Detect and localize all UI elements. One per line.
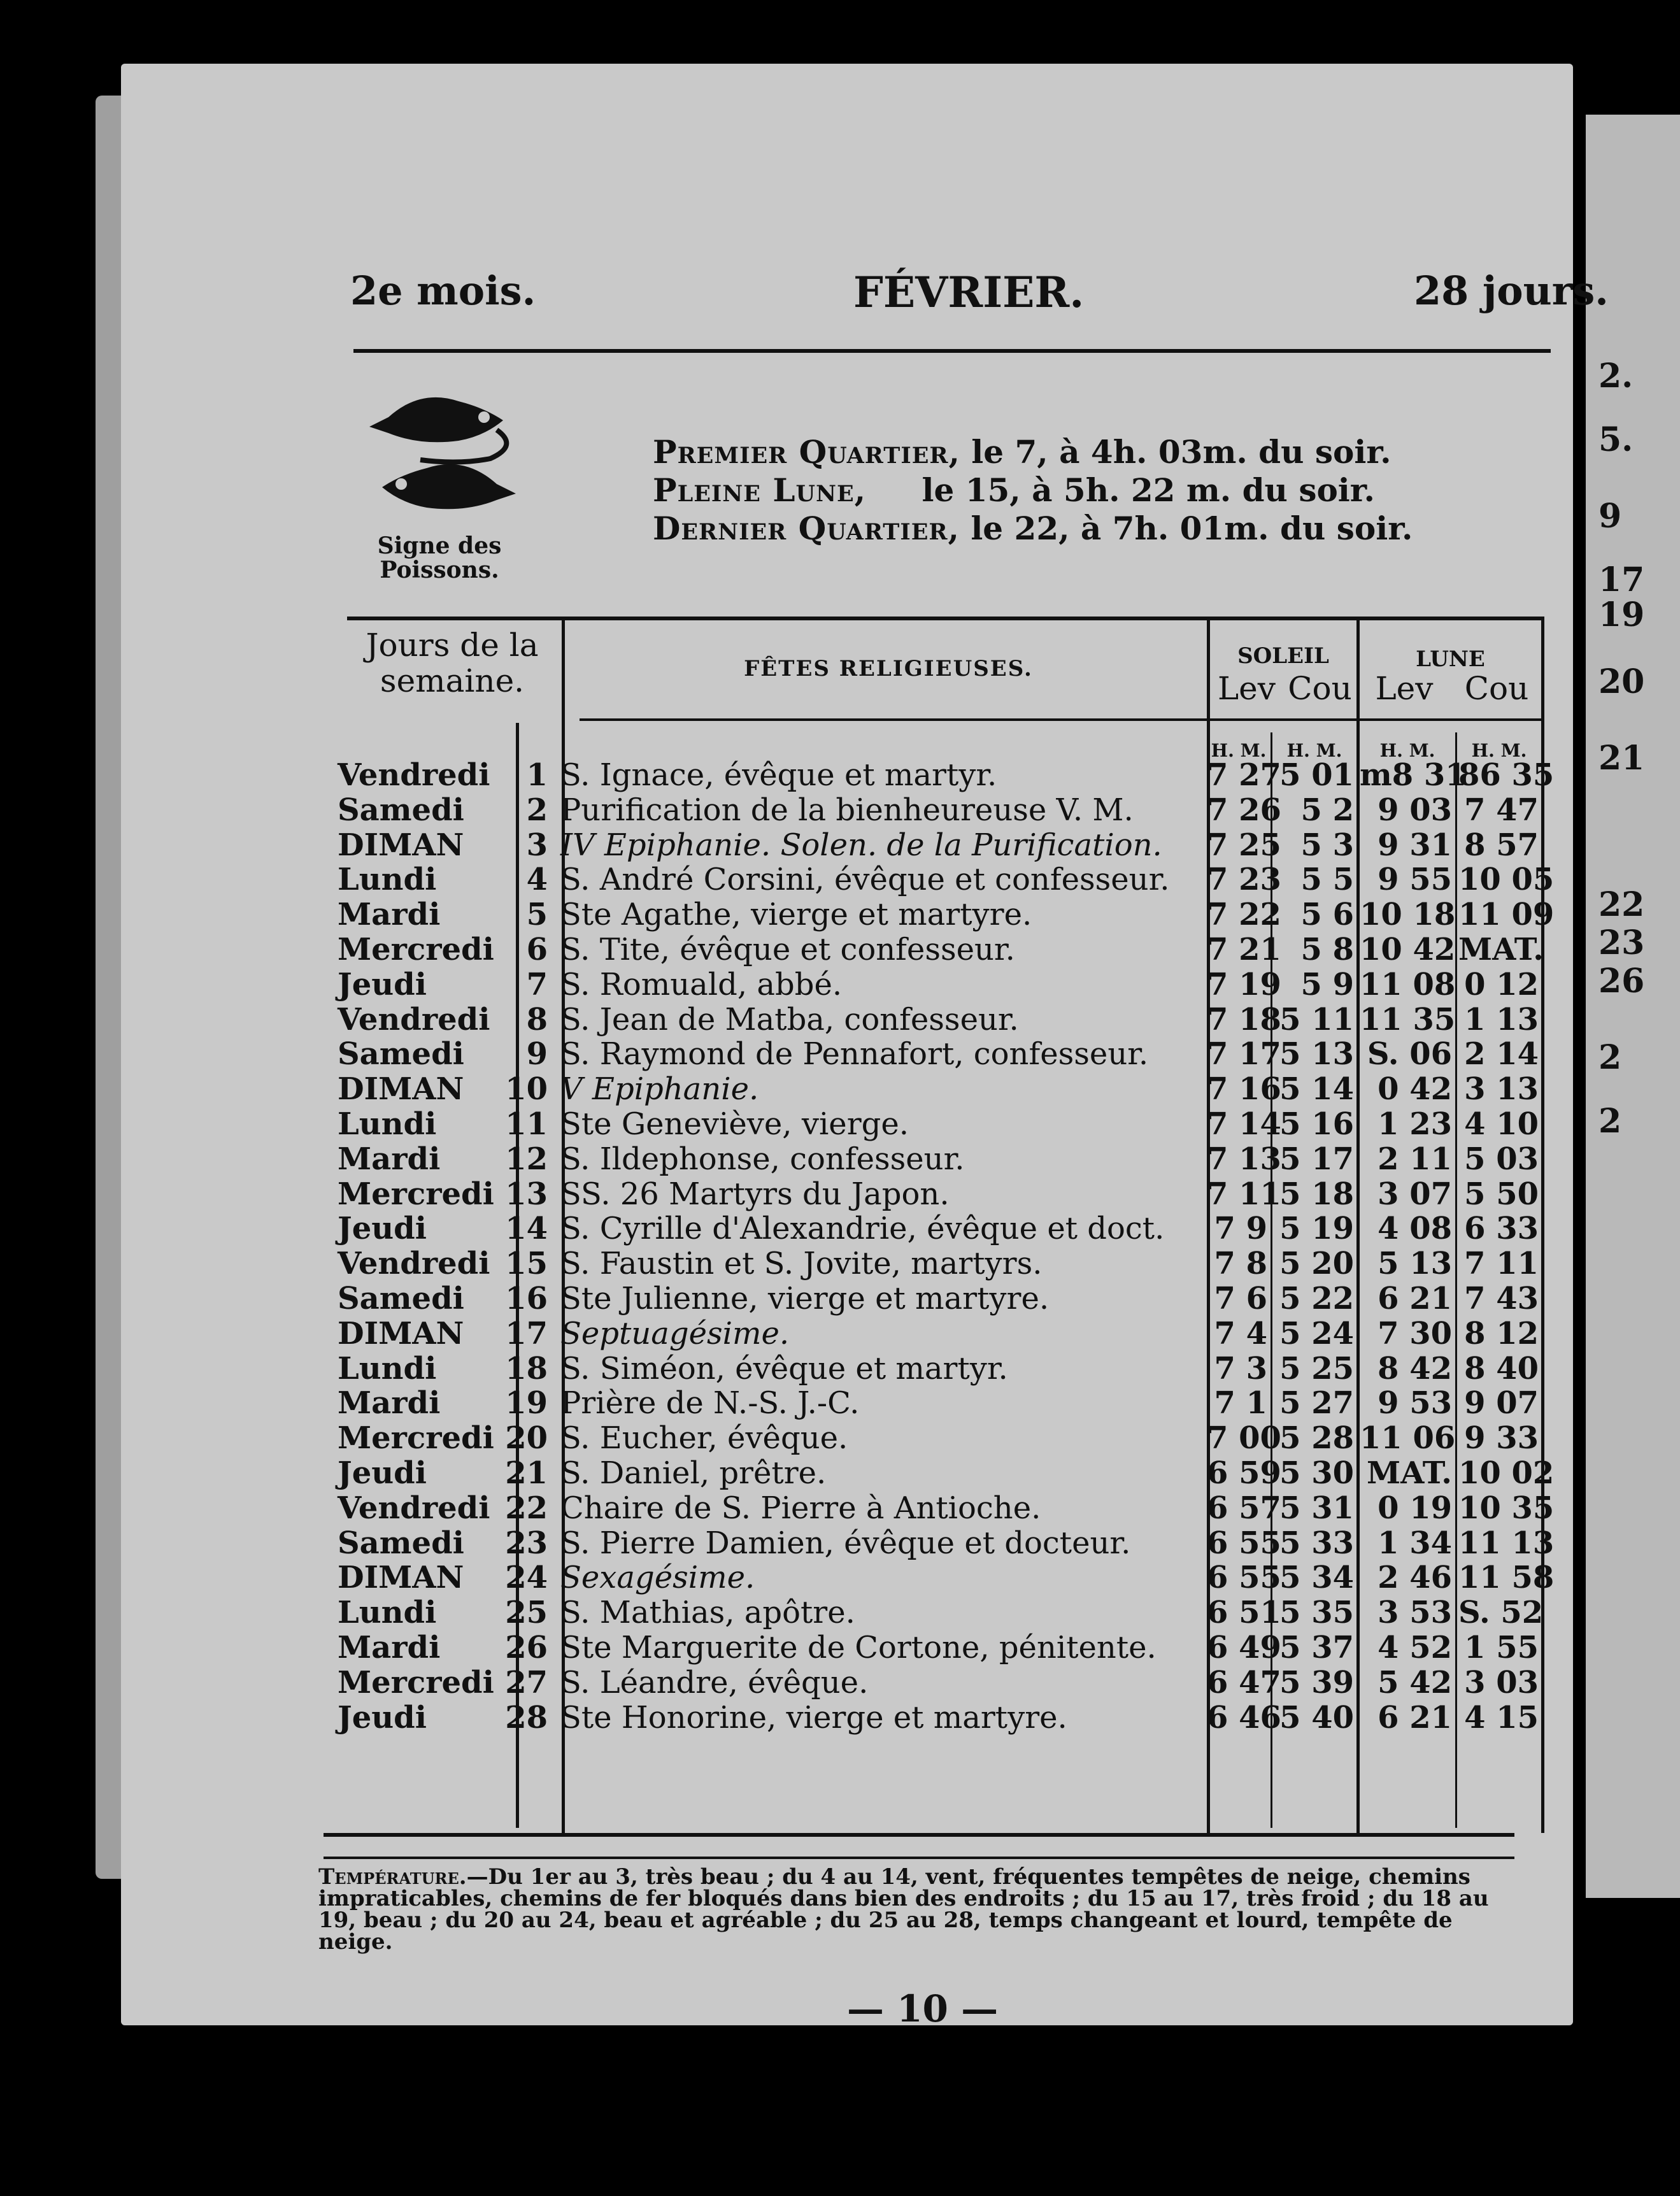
sun-set: 5 37 — [1279, 1630, 1354, 1665]
sun-set: 5 31 — [1279, 1490, 1354, 1526]
sun-rise: 6 46 — [1207, 1699, 1281, 1736]
moon-rise: S. 06 — [1367, 1036, 1452, 1073]
moon-rise: m8 31 — [1360, 757, 1467, 793]
edge-number: 26 — [1598, 962, 1645, 1001]
fete-name: IV Epiphanie. Solen. de la Purification. — [560, 827, 1162, 863]
table-row — [0, 1421, 1554, 1456]
day-number: 10 — [505, 1071, 548, 1108]
moon-set: 5 50 — [1464, 1176, 1539, 1212]
day-number: 20 — [505, 1420, 548, 1457]
sun-set: 5 19 — [1279, 1211, 1354, 1247]
sun-set: 5 27 — [1279, 1385, 1354, 1422]
table-row — [0, 793, 1554, 828]
moon-set: S. 52 — [1458, 1595, 1544, 1631]
table-row — [0, 1595, 1554, 1630]
fete-name: S. Faustin et S. Jovite, martyrs. — [560, 1246, 1043, 1282]
sun-set: 5 39 — [1279, 1664, 1354, 1700]
moon-set: 10 35 — [1458, 1490, 1555, 1526]
edge-number: 2 — [1598, 1038, 1622, 1077]
day-number: 25 — [505, 1595, 548, 1631]
table-row — [0, 1456, 1554, 1491]
day-name: Samedi — [338, 792, 464, 828]
sun-rise: 7 19 — [1207, 966, 1281, 1002]
day-number: 26 — [505, 1630, 548, 1665]
phase-text: le 7, à 4h. 03m. du soir. — [971, 433, 1392, 471]
sun-set: 5 17 — [1279, 1141, 1354, 1177]
day-name: Mercredi — [338, 1420, 494, 1457]
sun-set: 5 25 — [1279, 1350, 1354, 1387]
fete-name: Prière de N.-S. J.-C. — [560, 1385, 860, 1422]
sun-rise: 7 4 — [1214, 1315, 1267, 1351]
fete-name: S. Mathias, apôtre. — [560, 1595, 855, 1631]
sun-set: 5 2 — [1300, 792, 1354, 828]
sun-set: 5 22 — [1279, 1281, 1354, 1316]
moon-rise: 10 42 — [1360, 932, 1456, 967]
day-name: Samedi — [338, 1525, 464, 1561]
moon-rise: 6 21 — [1377, 1699, 1452, 1736]
sun-rise: 7 16 — [1207, 1071, 1281, 1108]
fete-name: S. Raymond de Pennafort, confesseur. — [560, 1036, 1149, 1073]
moon-rise: 9 31 — [1377, 827, 1452, 863]
temperature-note — [318, 1866, 1516, 1953]
moon-rise: 2 46 — [1377, 1560, 1452, 1596]
edge-number: 2. — [1598, 357, 1634, 396]
day-name: Jeudi — [338, 1211, 427, 1247]
day-number: 16 — [505, 1281, 548, 1316]
moon-rise: 11 06 — [1360, 1420, 1456, 1457]
moon-set: 9 07 — [1464, 1385, 1539, 1422]
sun-rise: 6 57 — [1207, 1490, 1281, 1526]
fete-name: S. Daniel, prêtre. — [560, 1455, 827, 1491]
day-name: Mercredi — [338, 1664, 494, 1700]
moon-rise: 0 42 — [1377, 1071, 1452, 1108]
sun-set: 5 14 — [1279, 1071, 1354, 1108]
month-ordinal: 2e mois. — [350, 267, 536, 314]
sun-rise: 7 8 — [1214, 1246, 1267, 1282]
fete-name: S. Jean de Matba, confesseur. — [560, 1001, 1019, 1037]
sun-set: 5 9 — [1300, 966, 1354, 1002]
temperature-text: —Du 1er au 3, très beau ; du 4 au 14, vent, fréquentes tempêtes de neige, chemins impraticables, chemins de fer bloqués dans bien des endroits ; du 15 au 17, très froid ; du 18 au 19, beau ; du 20 au 24, beau et agréable ; du 25 au 28, temps changeant et lourd, tempête de neige. — [318, 1864, 1489, 1955]
moon-set: 5 03 — [1464, 1141, 1539, 1177]
sun-set: 5 6 — [1300, 897, 1354, 933]
temperature-label: Température. — [318, 1864, 467, 1890]
day-name: Lundi — [338, 1350, 437, 1387]
fete-name: Ste Julienne, vierge et martyre. — [560, 1281, 1050, 1316]
fete-name: S. Siméon, évêque et martyr. — [560, 1350, 1008, 1387]
moon-rise: 5 42 — [1377, 1664, 1452, 1700]
day-name: Mardi — [338, 1385, 441, 1422]
table-row — [0, 1491, 1554, 1526]
sun-rise: 7 14 — [1207, 1106, 1281, 1142]
day-name: Jeudi — [338, 1455, 427, 1491]
day-number: 23 — [505, 1525, 548, 1561]
fete-name: Sexagésime. — [560, 1560, 755, 1596]
table-bottom-rule — [324, 1833, 1514, 1837]
edge-number: 20 — [1598, 662, 1645, 701]
day-number: 12 — [505, 1141, 548, 1177]
table-row — [0, 758, 1554, 793]
day-name: Vendredi — [338, 1490, 490, 1526]
day-number: 15 — [505, 1246, 548, 1282]
day-number: 11 — [505, 1106, 548, 1142]
moon-rise: 0 19 — [1377, 1490, 1452, 1526]
phase-text: le 15, à 5h. 22 m. du soir. — [922, 471, 1375, 509]
moon-rise: 10 18 — [1360, 897, 1456, 933]
table-row — [0, 1107, 1554, 1142]
day-number: 3 — [526, 827, 548, 863]
sun-rise: 7 22 — [1207, 897, 1281, 933]
edge-number: 19 — [1598, 595, 1645, 634]
moon-rise: 11 35 — [1360, 1001, 1456, 1037]
phase-name: Pleine Lune, — [653, 471, 867, 509]
phase-name: Premier Quartier, — [653, 433, 960, 471]
sun-rise: 6 59 — [1207, 1455, 1281, 1491]
sun-set: 5 30 — [1279, 1455, 1354, 1491]
day-name: Samedi — [338, 1036, 464, 1073]
col-header-lune-cou: Cou — [1464, 670, 1529, 707]
sun-rise: 7 23 — [1207, 862, 1281, 898]
moon-set: 8 57 — [1464, 827, 1539, 863]
sun-rise: 7 11 — [1207, 1176, 1281, 1212]
day-name: Samedi — [338, 1281, 464, 1316]
hm-label: H. M. — [1211, 740, 1267, 761]
day-name: Jeudi — [338, 1699, 427, 1736]
col-header-fetes: FÊTES RELIGIEUSES. — [744, 656, 1033, 681]
day-name: Vendredi — [338, 1001, 490, 1037]
day-name: Mardi — [338, 1630, 441, 1665]
fete-name: S. Léandre, évêque. — [560, 1664, 869, 1700]
moon-set: 9 33 — [1464, 1420, 1539, 1457]
sun-set: 5 18 — [1279, 1176, 1354, 1212]
table-header-rule — [580, 718, 1541, 721]
fete-name: Ste Honorine, vierge et martyre. — [560, 1699, 1067, 1736]
sun-rise: 6 49 — [1207, 1630, 1281, 1665]
sun-rise: 6 47 — [1207, 1664, 1281, 1700]
moon-set: 3 03 — [1464, 1664, 1539, 1700]
sun-rise: 7 21 — [1207, 932, 1281, 967]
edge-number: 5. — [1598, 420, 1634, 459]
table-row — [0, 1037, 1554, 1072]
moon-rise: 4 52 — [1377, 1630, 1452, 1665]
sun-set: 5 13 — [1279, 1036, 1354, 1073]
day-number: 28 — [505, 1699, 548, 1736]
moon-set: 7 11 — [1464, 1246, 1539, 1282]
days-count: 28 jours. — [1414, 267, 1609, 314]
day-number: 18 — [505, 1350, 548, 1387]
fete-name: S. Eucher, évêque. — [560, 1420, 848, 1457]
table-row — [0, 1665, 1554, 1700]
day-number: 7 — [526, 966, 548, 1002]
moon-rise: MAT. — [1367, 1455, 1452, 1491]
day-number: 13 — [505, 1176, 548, 1212]
day-number: 14 — [505, 1211, 548, 1247]
moon-set: 8 40 — [1464, 1350, 1539, 1387]
fete-name: Ste Marguerite de Cortone, pénitente. — [560, 1630, 1157, 1665]
month-title: FÉVRIER. — [853, 267, 1085, 317]
fete-name: S. Ildephonse, confesseur. — [560, 1141, 965, 1177]
fete-name: S. André Corsini, évêque et confesseur. — [560, 862, 1170, 898]
sun-set: 5 24 — [1279, 1315, 1354, 1351]
phase-full-moon — [653, 471, 1375, 509]
day-name: Mercredi — [338, 1176, 494, 1212]
moon-set: 2 14 — [1464, 1036, 1539, 1073]
day-number: 4 — [526, 862, 548, 898]
table-row — [0, 967, 1554, 1002]
moon-rise: 8 42 — [1377, 1350, 1452, 1387]
sun-set: 5 01 — [1279, 757, 1354, 793]
table-row — [0, 897, 1554, 932]
moon-rise: 7 30 — [1377, 1315, 1452, 1351]
day-name: Vendredi — [338, 1246, 490, 1282]
moon-set: 7 47 — [1464, 792, 1539, 828]
table-row — [0, 1142, 1554, 1177]
sun-set: 5 40 — [1279, 1699, 1354, 1736]
moon-rise: 3 53 — [1377, 1595, 1452, 1631]
table-row — [0, 1002, 1554, 1037]
moon-set: 11 13 — [1458, 1525, 1555, 1561]
day-number: 24 — [505, 1560, 548, 1596]
edge-number: 22 — [1598, 885, 1645, 924]
table-row — [0, 1177, 1554, 1212]
day-number: 22 — [505, 1490, 548, 1526]
table-row — [0, 1351, 1554, 1387]
fete-name: S. Romuald, abbé. — [560, 966, 843, 1002]
moon-set: 0 12 — [1464, 966, 1539, 1002]
table-row — [0, 1386, 1554, 1421]
header-rule — [353, 349, 1551, 353]
sun-set: 5 28 — [1279, 1420, 1354, 1457]
col-header-soleil-cou: Cou — [1288, 670, 1352, 707]
day-number: 5 — [526, 897, 548, 933]
moon-rise: 3 07 — [1377, 1176, 1452, 1212]
moon-set: 11 58 — [1458, 1560, 1555, 1596]
sign-label: Signe des Poissons. — [377, 532, 502, 583]
moon-set: 1 13 — [1464, 1001, 1539, 1037]
sun-rise: 7 3 — [1214, 1350, 1267, 1387]
page-number: — 10 — — [847, 1987, 999, 2030]
footer-rule — [324, 1857, 1514, 1859]
sun-rise: 7 9 — [1214, 1211, 1267, 1247]
day-name: DIMAN — [338, 1315, 464, 1351]
table-row — [0, 1526, 1554, 1561]
sun-rise: 6 51 — [1207, 1595, 1281, 1631]
moon-rise: 4 08 — [1377, 1211, 1452, 1247]
table-row — [0, 828, 1554, 863]
fete-name: SS. 26 Martyrs du Japon. — [560, 1176, 950, 1212]
day-name: Mercredi — [338, 932, 494, 967]
table-row — [0, 862, 1554, 897]
fete-name: S. Ignace, évêque et martyr. — [560, 757, 997, 793]
hm-label: H. M. — [1471, 740, 1527, 761]
moon-set: MAT. — [1458, 932, 1544, 967]
moon-rise: 2 11 — [1377, 1141, 1452, 1177]
table-top-rule — [347, 617, 1544, 620]
day-number: 1 — [526, 757, 548, 793]
sun-set: 5 34 — [1279, 1560, 1354, 1596]
moon-rise: 6 21 — [1377, 1281, 1452, 1316]
phase-name: Dernier Quartier, — [653, 510, 960, 547]
moon-rise: 1 23 — [1377, 1106, 1452, 1142]
phase-last-quarter — [653, 510, 1413, 547]
moon-rise: 9 03 — [1377, 792, 1452, 828]
table-row — [0, 1630, 1554, 1665]
table-row — [0, 1246, 1554, 1281]
next-page-edge — [1586, 115, 1680, 1898]
sun-rise: 7 17 — [1207, 1036, 1281, 1073]
day-name: Mardi — [338, 897, 441, 933]
day-name: Lundi — [338, 1106, 437, 1142]
day-name: Lundi — [338, 1595, 437, 1631]
moon-set: 7 43 — [1464, 1281, 1539, 1316]
fete-name: Ste Geneviève, vierge. — [560, 1106, 909, 1142]
day-number: 27 — [505, 1664, 548, 1700]
day-name: Vendredi — [338, 757, 490, 793]
sun-rise: 6 55 — [1207, 1560, 1281, 1596]
fete-name: S. Cyrille d'Alexandrie, évêque et doct. — [560, 1211, 1165, 1247]
table-row — [0, 1700, 1554, 1736]
sun-set: 5 5 — [1300, 862, 1354, 898]
col-header-soleil: SOLEIL — [1237, 643, 1329, 669]
fete-name: Chaire de S. Pierre à Antioche. — [560, 1490, 1041, 1526]
day-name: DIMAN — [338, 1071, 464, 1108]
col-header-days: Jours de la semaine. — [366, 627, 539, 699]
sun-set: 5 3 — [1300, 827, 1354, 863]
sun-rise: 7 25 — [1207, 827, 1281, 863]
sun-rise: 7 00 — [1207, 1420, 1281, 1457]
moon-rise: 9 53 — [1377, 1385, 1452, 1422]
table-row — [0, 1072, 1554, 1107]
day-name: Lundi — [338, 862, 437, 898]
moon-set: 10 02 — [1458, 1455, 1555, 1491]
edge-number: 17 — [1598, 560, 1645, 599]
sun-set: 5 16 — [1279, 1106, 1354, 1142]
moon-set: 10 05 — [1458, 862, 1555, 898]
moon-rise: 9 55 — [1377, 862, 1452, 898]
sun-set: 5 35 — [1279, 1595, 1354, 1631]
sun-rise: 7 6 — [1214, 1281, 1267, 1316]
table-row — [0, 1316, 1554, 1351]
phase-first-quarter — [653, 433, 1392, 471]
fete-name: Purification de la bienheureuse V. M. — [560, 792, 1134, 828]
col-header-lune-lev: Lev — [1375, 670, 1434, 707]
fete-name: V Epiphanie. — [560, 1071, 759, 1108]
moon-set: 11 09 — [1458, 897, 1555, 933]
moon-set: 3 13 — [1464, 1071, 1539, 1108]
day-name: Jeudi — [338, 966, 427, 1002]
moon-set: 86 35 — [1458, 757, 1555, 793]
day-number: 17 — [505, 1315, 548, 1351]
moon-set: 8 12 — [1464, 1315, 1539, 1351]
day-name: DIMAN — [338, 827, 464, 863]
moon-set: 4 10 — [1464, 1106, 1539, 1142]
day-number: 9 — [526, 1036, 548, 1073]
day-number: 19 — [505, 1385, 548, 1422]
hm-label: H. M. — [1286, 740, 1342, 761]
pisces-sign-icon — [363, 382, 522, 529]
fete-name: Septuagésime. — [560, 1315, 790, 1351]
edge-number: 23 — [1598, 923, 1645, 962]
fete-name: Ste Agathe, vierge et martyre. — [560, 897, 1032, 933]
sun-rise: 6 55 — [1207, 1525, 1281, 1561]
sun-rise: 7 26 — [1207, 792, 1281, 828]
moon-rise: 11 08 — [1360, 966, 1456, 1002]
edge-number: 2 — [1598, 1102, 1622, 1141]
col-header-soleil-lev: Lev — [1217, 670, 1276, 707]
moon-set: 4 15 — [1464, 1699, 1539, 1736]
table-row — [0, 932, 1554, 967]
fete-name: S. Pierre Damien, évêque et docteur. — [560, 1525, 1131, 1561]
day-number: 21 — [505, 1455, 548, 1491]
sun-set: 5 11 — [1279, 1001, 1354, 1037]
day-number: 2 — [526, 792, 548, 828]
sun-set: 5 33 — [1279, 1525, 1354, 1561]
sun-rise: 7 13 — [1207, 1141, 1281, 1177]
moon-set: 1 55 — [1464, 1630, 1539, 1665]
sun-set: 5 20 — [1279, 1246, 1354, 1282]
edge-number: 9 — [1598, 497, 1622, 536]
moon-rise: 1 34 — [1377, 1525, 1452, 1561]
sun-rise: 7 18 — [1207, 1001, 1281, 1037]
hm-label: H. M. — [1379, 740, 1435, 761]
day-number: 8 — [526, 1001, 548, 1037]
day-name: Mardi — [338, 1141, 441, 1177]
sun-rise: 7 27 — [1207, 757, 1281, 793]
day-number: 6 — [526, 932, 548, 967]
edge-number: 21 — [1598, 739, 1645, 778]
col-header-lune: LUNE — [1416, 646, 1485, 672]
fete-name: S. Tite, évêque et confesseur. — [560, 932, 1015, 967]
phase-text: le 22, à 7h. 01m. du soir. — [971, 510, 1413, 547]
table-row — [0, 1281, 1554, 1316]
table-row — [0, 1560, 1554, 1595]
table-row — [0, 1211, 1554, 1246]
sun-rise: 7 1 — [1214, 1385, 1267, 1422]
moon-set: 6 33 — [1464, 1211, 1539, 1247]
sun-set: 5 8 — [1300, 932, 1354, 967]
moon-rise: 5 13 — [1377, 1246, 1452, 1282]
day-name: DIMAN — [338, 1560, 464, 1596]
